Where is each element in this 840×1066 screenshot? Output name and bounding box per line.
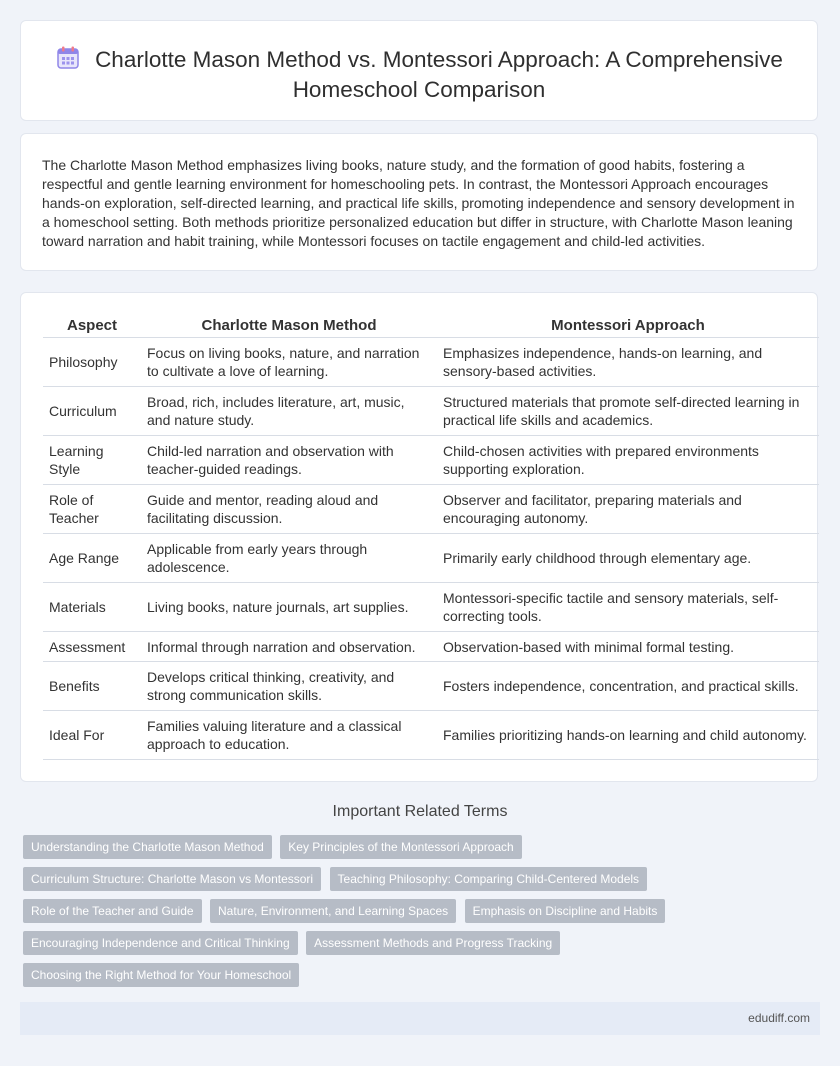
table-row: [43, 711, 819, 760]
related-term-tag[interactable]: Curriculum Structure: Charlotte Mason vs Montessori: [23, 867, 321, 891]
related-term-tag[interactable]: Nature, Environment, and Learning Spaces: [210, 899, 456, 923]
table-row: [43, 338, 819, 387]
row-aspect: Assessment: [43, 632, 141, 662]
table-row: [43, 534, 819, 583]
intro-card: [20, 133, 818, 271]
header-aspect: Aspect: [43, 313, 141, 338]
row-charlotte-mason: Living books, nature journals, art supplies.: [141, 583, 437, 632]
related-term-tag[interactable]: Role of the Teacher and Guide: [23, 899, 202, 923]
row-aspect: Curriculum: [43, 387, 141, 436]
table-row: [43, 662, 819, 711]
related-term-tag[interactable]: Teaching Philosophy: Comparing Child-Centered Models: [330, 867, 648, 891]
row-charlotte-mason: Focus on living books, nature, and narration to cultivate a love of learning.: [141, 338, 437, 387]
page-title: [21, 45, 817, 105]
header-montessori: Montessori Approach: [437, 313, 819, 338]
row-aspect: Age Range: [43, 534, 141, 583]
comparison-card: [20, 292, 818, 782]
row-montessori: Fosters independence, concentration, and practical skills.: [437, 662, 819, 711]
row-montessori: Families prioritizing hands-on learning and child autonomy.: [437, 711, 819, 760]
table-row: [43, 632, 819, 662]
related-term-tag[interactable]: Understanding the Charlotte Mason Method: [23, 835, 272, 859]
title-text: Charlotte Mason Method vs. Montessori Approach: A Comprehensive Homeschool Comparison: [95, 47, 783, 102]
related-term-tag[interactable]: Choosing the Right Method for Your Homeschool: [23, 963, 299, 987]
table-row: [43, 387, 819, 436]
row-aspect: Learning Style: [43, 436, 141, 485]
comparison-table: [43, 313, 819, 760]
row-charlotte-mason: Guide and mentor, reading aloud and facilitating discussion.: [141, 485, 437, 534]
related-term-tag[interactable]: Key Principles of the Montessori Approach: [280, 835, 521, 859]
related-terms-title: Important Related Terms: [332, 803, 508, 820]
row-charlotte-mason: Applicable from early years through adolescence.: [141, 534, 437, 583]
row-charlotte-mason: Broad, rich, includes literature, art, music, and nature study.: [141, 387, 437, 436]
title-card: [20, 20, 818, 121]
table-header-row: [43, 313, 819, 338]
header-charlotte-mason: Charlotte Mason Method: [141, 313, 437, 338]
related-terms-list: [23, 835, 823, 995]
row-montessori: Child-chosen activities with prepared environments supporting exploration.: [437, 436, 819, 485]
row-montessori: Structured materials that promote self-directed learning in practical life skills and academics.: [437, 387, 819, 436]
row-charlotte-mason: Informal through narration and observation.: [141, 632, 437, 662]
row-aspect: Ideal For: [43, 711, 141, 760]
row-aspect: Philosophy: [43, 338, 141, 387]
row-aspect: Role of Teacher: [43, 485, 141, 534]
footer-site-link[interactable]: edudiff.com: [748, 1011, 810, 1025]
row-charlotte-mason: Families valuing literature and a classical approach to education.: [141, 711, 437, 760]
intro-text: The Charlotte Mason Method emphasizes living books, nature study, and the formation of good habits, fostering a respectful and gentle learning environment for homeschooling pets. In contrast, the Montessori Approach encourages hands-on exploration, self-directed learning, and practical life skills, promoting independence and sensory development in a homeschool setting. Both methods prioritize personalized education but differ in structure, with Charlotte Mason leaning toward narration and habit training, while Montessori focuses on tactile engagement and child-led activities.: [42, 157, 795, 249]
related-term-tag[interactable]: Assessment Methods and Progress Tracking: [306, 931, 560, 955]
related-term-tag[interactable]: Encouraging Independence and Critical Thinking: [23, 931, 298, 955]
footer: [20, 1002, 820, 1035]
table-row: [43, 436, 819, 485]
row-montessori: Primarily early childhood through elementary age.: [437, 534, 819, 583]
row-montessori: Observation-based with minimal formal testing.: [437, 632, 819, 662]
row-montessori: Montessori-specific tactile and sensory materials, self-correcting tools.: [437, 583, 819, 632]
calendar-icon: [55, 45, 81, 71]
row-montessori: Emphasizes independence, hands-on learning, and sensory-based activities.: [437, 338, 819, 387]
row-montessori: Observer and facilitator, preparing materials and encouraging autonomy.: [437, 485, 819, 534]
row-aspect: Benefits: [43, 662, 141, 711]
related-term-tag[interactable]: Emphasis on Discipline and Habits: [465, 899, 666, 923]
table-row: [43, 583, 819, 632]
row-charlotte-mason: Develops critical thinking, creativity, and strong communication skills.: [141, 662, 437, 711]
row-charlotte-mason: Child-led narration and observation with teacher-guided readings.: [141, 436, 437, 485]
table-row: [43, 485, 819, 534]
row-aspect: Materials: [43, 583, 141, 632]
